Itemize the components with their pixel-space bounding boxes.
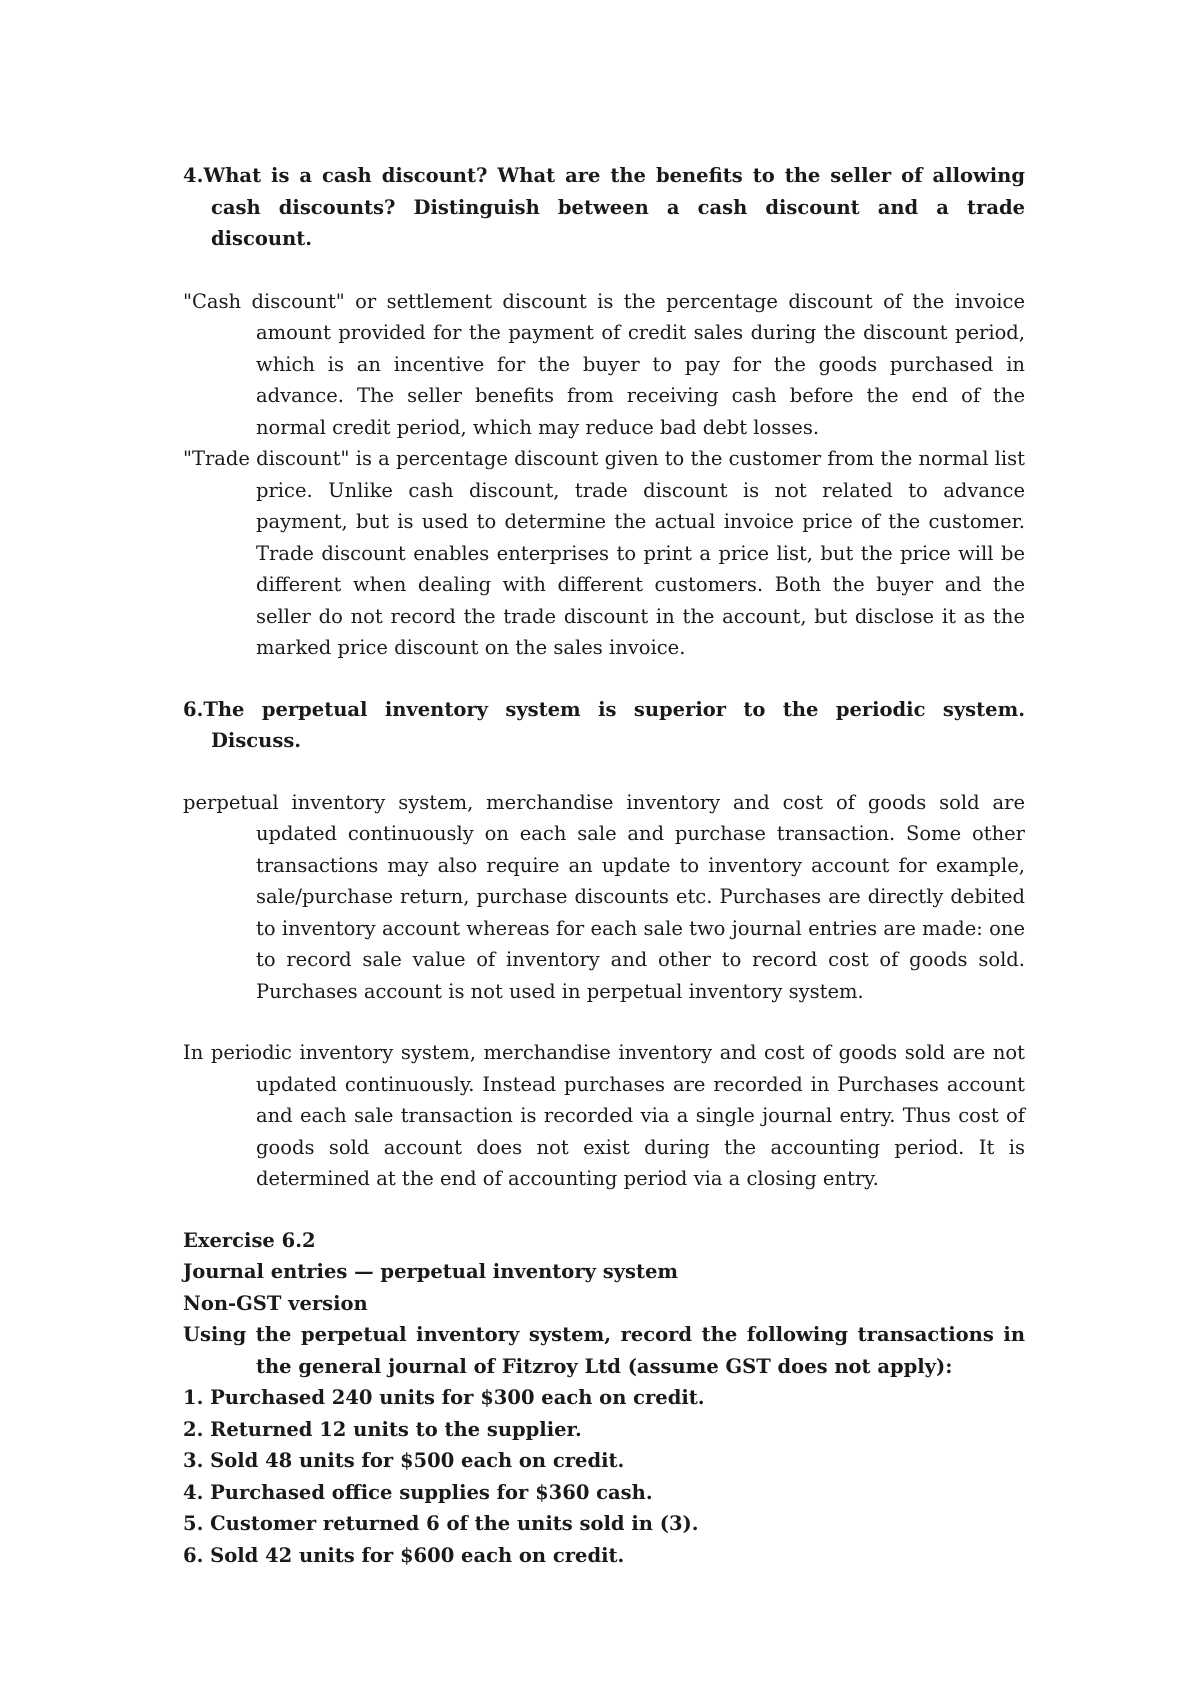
- transaction-list: [183, 1382, 1025, 1571]
- transaction-item: 1. Purchased 240 units for $300 each on credit.: [183, 1386, 705, 1409]
- document-page: [183, 160, 1025, 1571]
- transaction-item: 4. Purchased office supplies for $360 cash.: [183, 1480, 653, 1504]
- transaction-item: 5. Customer returned 6 of the units sold in (3).: [183, 1512, 699, 1535]
- exercise-subtitle: Journal entries — perpetual inventory system: [183, 1260, 679, 1283]
- spacer: [183, 1007, 1025, 1037]
- transaction-item: 3. Sold 48 units for $500 each on credit.: [183, 1449, 625, 1472]
- spacer: [183, 255, 1025, 286]
- trade-discount-paragraph: "Trade discount" is a percentage discount given to the customer from the normal list price. Unlike cash discount, trade discount is not related to advance payment, but is used to determine the actual invoice price of the customer. Trade discount enables enterprises to print a price list, but the price will be different when dealing with different customers. Both the buyer and the seller do not record the trade discount in the account, but disclose it as the marked price discount on the sales invoice.: [183, 447, 1025, 659]
- periodic-system-paragraph: In periodic inventory system, merchandise inventory and cost of goods sold are not updated continuously. Instead purchases are recorded in Purchases account and each sale transaction is recorded via a single journal entry. Thus cost of goods sold account does not exist during the accounting period. It is determined at the end of accounting period via a closing entry.: [183, 1041, 1025, 1190]
- cash-discount-paragraph: "Cash discount" or settlement discount is the percentage discount of the invoice amount provided for the payment of credit sales during the discount period, which is an incentive for the buyer to pay for the goods purchased in advance. The seller benefits from receiving cash before the end of the normal credit period, which may reduce bad debt losses.: [183, 289, 1025, 439]
- question-6-heading: 6.The perpetual inventory system is superior to the periodic system. Discuss.: [183, 697, 1025, 752]
- question-4-heading: 4.What is a cash discount? What are the benefits to the seller of allowing cash discounts? Distinguish between a cash discount and a trade discount.: [183, 164, 1025, 250]
- exercise-instruction: Using the perpetual inventory system, record the following transactions in the general journal of Fitzroy Ltd (assume GST does not apply):: [183, 1323, 1025, 1378]
- transaction-item: 2. Returned 12 units to the supplier.: [183, 1417, 582, 1441]
- perpetual-system-paragraph: perpetual inventory system, merchandise inventory and cost of goods sold are updated continuously on each sale and purchase transaction. Some other transactions may also require an update to inventory account for example, sale/purchase return, purchase discounts etc. Purchases are directly debited to inventory account whereas for each sale two journal entries are made: one to record sale value of inventory and other to record cost of goods sold. Purchases account is not used in perpetual inventory system.: [183, 790, 1025, 1003]
- spacer: [183, 757, 1025, 787]
- spacer: [183, 664, 1025, 694]
- exercise-title: Exercise 6.2: [183, 1228, 316, 1252]
- spacer: [183, 1195, 1025, 1225]
- transaction-item: 6. Sold 42 units for $600 each on credit.: [183, 1543, 625, 1567]
- exercise-version: Non-GST version: [183, 1291, 368, 1315]
